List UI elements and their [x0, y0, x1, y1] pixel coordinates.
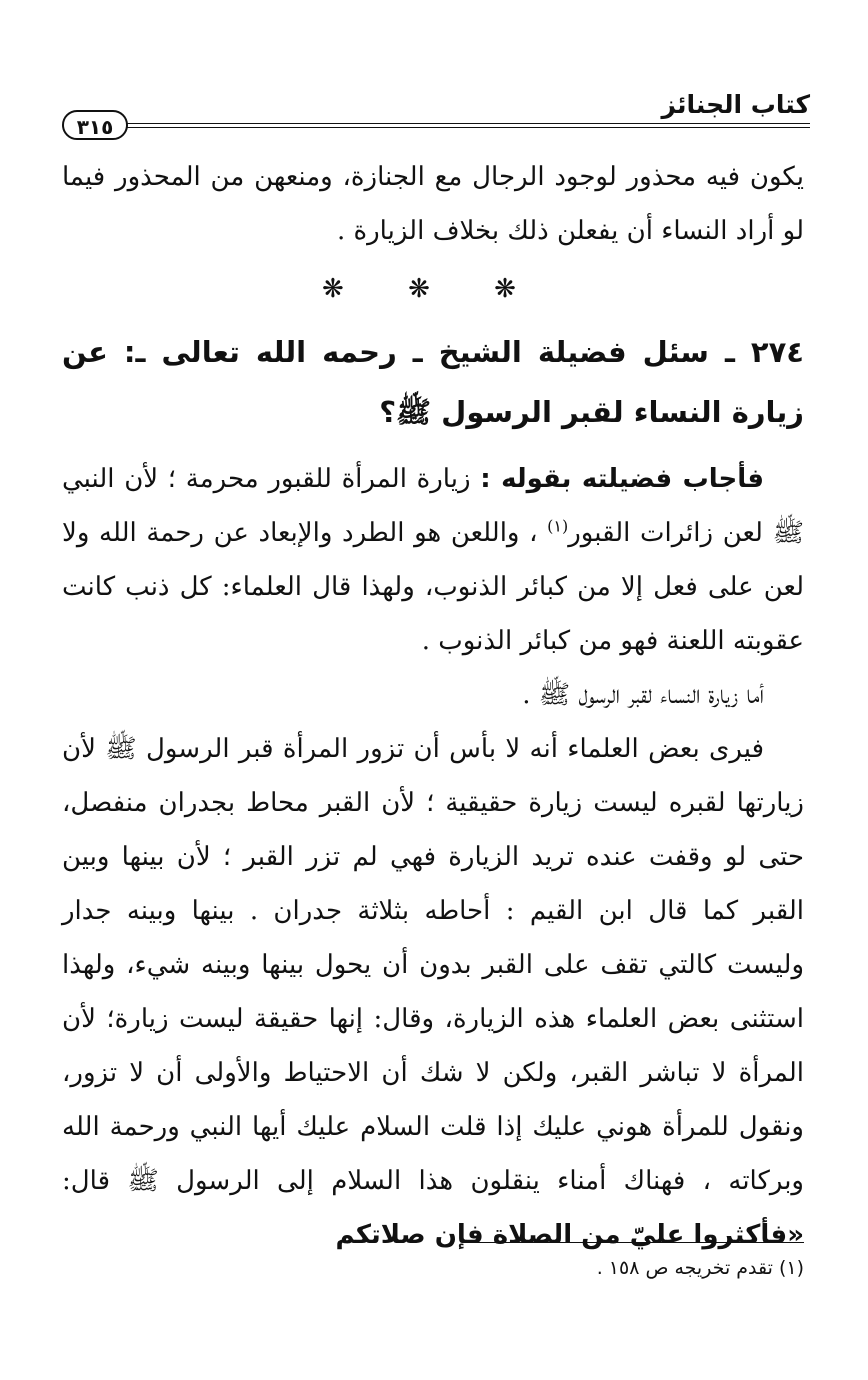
answer-paragraph-2: أما زيارة النساء لقبر الرسول ﷺ .: [522, 680, 764, 710]
section-separator: ❋ ❋ ❋: [322, 274, 544, 304]
answer-text-3: فيرى بعض العلماء أنه لا بأس أن تزور المرأة قبر الرسول ﷺ لأن زيارتها لقبره ليست زيارة حقيقية ؛ لأن القبر محاط بجدران منفصل، حتى لو وقفت عنده تريد الزيارة فهي لم تزر القبر ؛ لأن بينها وبين القبر كما قال ابن القيم : أحاطه بثلاثة جدران . بينها وبينه جدار وليست كالتي تقف على القبر بدون أن يحول بينها وبينه شيء، ولهذا استثنى بعض العلماء هذه الزيارة، وقال: إنها حقيقة ليست زيارة؛ لأن المرأة لا تباشر القبر، ولكن لا شك أن الاحتياط والأولى أن لا تزور، ونقول للمرأة هوني عليك إذا قلت السلام عليك أيها النبي ورحمة الله وبركاته ، فهناك أمناء ينقلون هذا السلام إلى الرسول ﷺ قال:: [62, 734, 804, 1196]
footnote-rule: [464, 1242, 804, 1243]
hadith-quote: «فأكثروا عليّ من الصلاة فإن صلاتكم: [335, 1220, 804, 1250]
header-rule: [124, 123, 810, 124]
answer-text-1a: زيارة المرأة للقبور محرمة ؛ لأن النبي ﷺ لعن زائرات القبور: [62, 464, 804, 548]
header-rule-double: [124, 127, 810, 128]
intro-paragraph: يكون فيه محذور لوجود الرجال مع الجنازة، ومنعهن من المحذور فيما لو أراد النساء أن يفعلن ذلك بخلاف الزيارة .: [62, 162, 804, 246]
page-header: [62, 86, 810, 139]
page-body: [62, 150, 804, 1262]
footnote-marker: (١): [547, 516, 569, 536]
page-number: ٣١٥: [62, 110, 128, 140]
answer-text-1b: ، واللعن هو الطرد والإبعاد عن رحمة الله ولا لعن على فعل إلا من كبائر الذنوب، ولهذا قال العلماء: كل ذنب كانت عقوبته اللعنة فهو من كبائر الذنوب .: [62, 518, 804, 656]
answer-paragraph-3: [62, 722, 804, 1262]
footnote: (١) تقدم تخريجه ص ١٥٨ .: [596, 1257, 804, 1279]
book-title: كتاب الجنائز: [661, 90, 810, 119]
answer-lead: فأجاب فضيلته بقوله :: [480, 464, 764, 494]
answer-paragraph-1: [62, 452, 804, 668]
question-heading: ٢٧٤ ـ سئل فضيلة الشيخ ـ رحمه الله تعالى ـ: عن زيارة النساء لقبر الرسول ﷺ؟: [62, 335, 804, 429]
